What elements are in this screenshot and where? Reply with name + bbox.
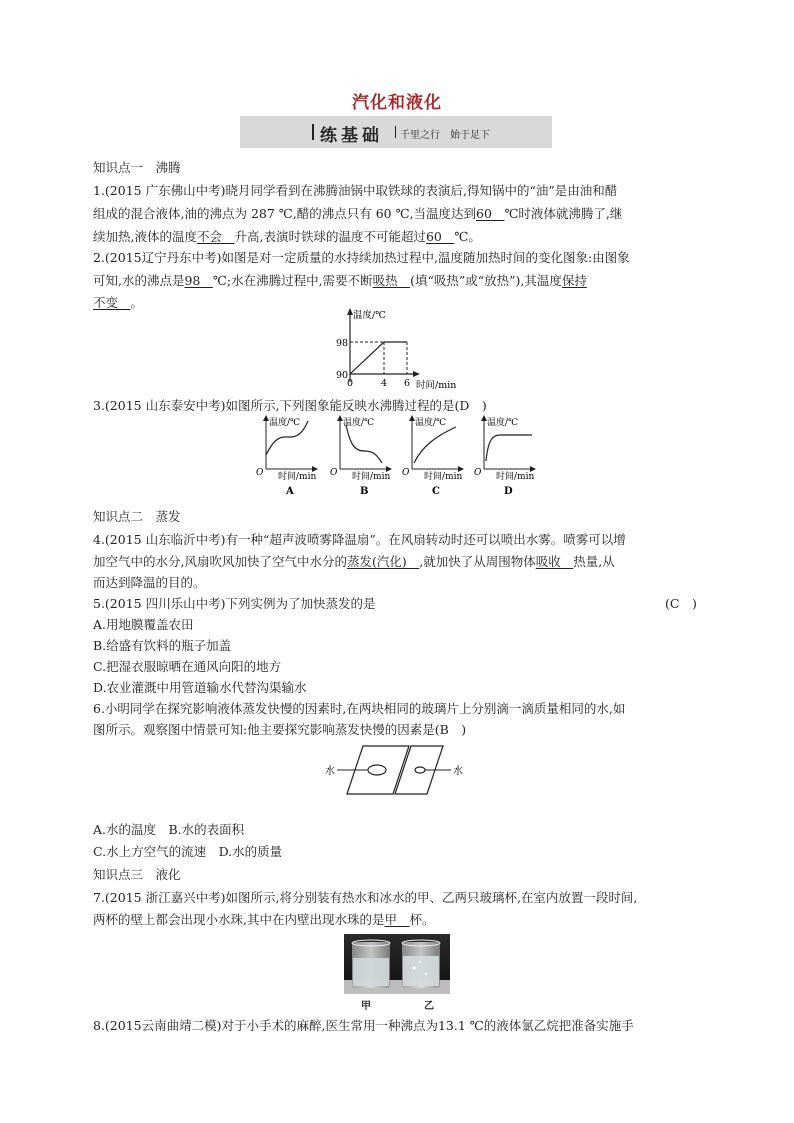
q6-line1: 6.小明同学在探究影响液体蒸发快慢的因素时,在两块相同的玻璃片上分别滴一滴质量相同的水,如 [93,701,626,716]
q2-graph-xlabel: 时间/min [416,380,457,391]
q3-option-label: A [286,486,294,497]
q3-xlabel: 时间/min [496,472,535,482]
q3-xlabel: 时间/min [424,472,463,482]
q6-label-right: 水 [453,766,463,777]
q7-caption-yi: 乙 [424,1001,434,1012]
q3-line: 3.(2015 山东泰安中考)如图所示,下列图象能反映水沸腾过程的是(D ) [93,398,487,413]
q2-answer-3: 保持 [561,273,587,288]
glass-left [352,940,390,988]
q2-answer-2: 吸热 [372,273,411,288]
q2-graph-ylabel: 温度/℃ [353,310,386,321]
q2-graph-tick: 0 [347,378,354,389]
q3-option-label: C [432,486,440,497]
q2-answer-1: 98 [184,273,213,288]
q4-answer-2: 吸收 [535,554,574,569]
glass-right [402,940,440,988]
q1-answer-1: 60 [476,206,505,221]
q4-line3: 而达到降温的目的。 [93,575,206,590]
banner-main: 练基础 [320,126,383,146]
q6-options-2: C.水上方空气的流速 D.水的质量 [93,844,283,859]
q3-xlabel: 时间/min [352,472,391,482]
q3-origin: O [256,468,264,478]
q2-line2: 可知,水的沸点是98 ℃;水在沸腾过程中,需要不断吸热 (填“吸热”或“放热”),其温度保持 [93,273,587,288]
q7-answer: 甲 [384,912,410,927]
q3-option-label: D [504,486,513,497]
q5-option-d: D.农业灌溉中用管道输水代替沟渠输水 [93,680,307,695]
q3-graph-c [402,415,464,497]
q7-line2: 两杯的壁上都会出现小水珠,其中在内壁出现水珠的是甲 杯。 [93,912,435,927]
q4-line2: 加空气中的水分,风扇吹风加快了空气中水分的蒸发(汽化) ,就加快了从周围物体吸收 热量,从 [93,554,615,569]
q5-line: 5.(2015 四川乐山中考)下列实例为了加快蒸发的是 [93,596,376,611]
q3-graph-d [474,415,536,497]
q2-line3: 不变 。 [93,295,144,310]
q5-answer: (C ) [665,596,697,611]
q7-glasses-photo [344,934,450,994]
q2-temperature-graph [320,306,460,392]
q3-origin: O [330,468,338,478]
q3-ylabel: 温度/℃ [343,418,375,428]
q3-ylabel: 温度/℃ [269,418,301,428]
q2-line1: 2.(2015辽宁丹东中考)如图是对一定质量的水持续加热过程中,温度随加热时间的变化图象:由图象 [93,250,630,265]
q4-line1: 4.(2015 山东临沂中考)有一种“超声波喷雾降温扇”。在风扇转动时还可以喷出水雾。喷雾可以增 [93,532,626,547]
q5-option-b: B.给盛有饮料的瓶子加盖 [93,638,232,653]
banner-bar [395,126,396,138]
q1-line3: 续加热,液体的温度不会 升高,表演时铁球的温度不可能超过60 ℃。 [93,229,481,244]
q3-option-graphs [252,413,542,499]
q3-origin: O [402,468,410,478]
q6-glass-slides-figure [325,742,475,798]
q4-answer-1: 蒸发(汽化) [346,554,420,569]
q3-origin: O [474,468,482,478]
banner-bar [312,124,314,140]
section-heading-1: 知识点一 沸腾 [93,160,181,175]
q3-graph-b [330,415,392,497]
section-heading-3: 知识点三 液化 [93,867,181,882]
q3-graph-a [256,415,318,497]
q6-options-1: A.水的温度 B.水的表面积 [93,822,245,837]
q7-line1: 7.(2015 浙江嘉兴中考)如图所示,将分别装有热水和冰水的甲、乙两只玻璃杯,在室内放置一段时间, [93,890,638,905]
q3-xlabel: 时间/min [278,472,317,482]
q1-answer-3: 60 [425,229,455,244]
q5-option-c: C.把湿衣服晾晒在通风向阳的地方 [93,659,282,674]
q8-line1: 8.(2015云南曲靖二模)对于小手术的麻醉,医生常用一种沸点为13.1 ℃的液体氯乙烷把准备实施手 [93,1018,634,1033]
q2-graph-tick: 98 [336,338,349,349]
q7-caption-jia: 甲 [361,1001,371,1012]
q3-option-label: B [360,486,369,497]
q6-line2: 图所示。观察图中情景可知:他主要探究影响蒸发快慢的因素是(B ) [93,722,467,737]
q1-line2: 组成的混合液体,油的沸点为 287 ℃,醋的沸点只有 60 ℃,当温度达到60 ℃时液体就沸腾了,继 [93,206,623,221]
q3-ylabel: 温度/℃ [487,418,519,428]
q2-graph-tick: 4 [381,378,388,389]
q1-answer-2: 不会 [196,229,235,244]
page-title: 汽化和液化 [352,93,442,113]
q5-option-a: A.用地膜覆盖农田 [93,617,194,632]
q2-graph-tick: 6 [404,378,411,389]
q1-line1: 1.(2015 广东佛山中考)晓月同学看到在沸腾油锅中取铁球的表演后,得知锅中的“油”是由油和醋 [93,183,618,198]
section-banner [240,116,552,148]
q2-graph-tick: 90 [336,370,349,381]
q3-ylabel: 温度/℃ [415,418,447,428]
q6-label-left: 水 [325,766,335,777]
q2-answer-4: 不变 [93,295,131,310]
section-heading-2: 知识点二 蒸发 [93,509,181,524]
banner-sub: 千里之行 始于足下 [400,130,490,141]
